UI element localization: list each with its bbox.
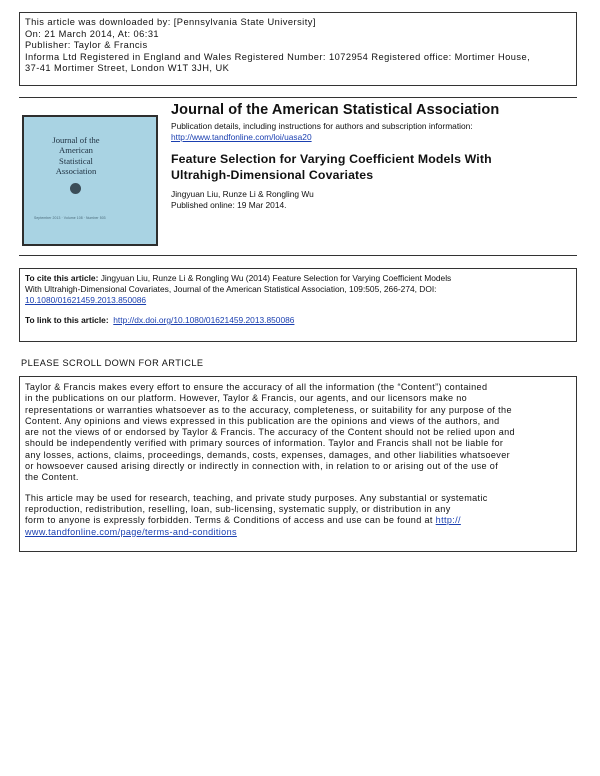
journal-seal-icon (70, 183, 81, 194)
journal-cover-title: Journal of the American Statistical Association (52, 135, 100, 177)
download-info-box (19, 12, 577, 86)
link-label: To link to this article: (25, 315, 109, 325)
link-line (25, 315, 571, 326)
journal-cover-footnote: September 2013 · Volume 108 · Number 503 (34, 216, 106, 220)
terms-text: form to anyone is expressly forbidden. Terms & Conditions of access and use can be found at (25, 515, 436, 526)
citation-line (25, 295, 571, 306)
citation-box (19, 268, 577, 342)
citation-line: With Ultrahigh-Dimensional Covariates, Journal of the American Statistical Association, 109:505, 266-274, DOI: (25, 284, 437, 294)
disclaimer-line (25, 515, 571, 526)
article-link[interactable]: http://dx.doi.org/10.1080/01621459.2013.850086 (113, 315, 295, 325)
disclaimer-line: any losses, actions, claims, proceedings, demands, costs, expenses, damages, and other liabilities whatsoever (25, 449, 510, 460)
doi-link[interactable]: 10.1080/01621459.2013.850086 (25, 295, 147, 305)
publication-details (171, 121, 473, 143)
disclaimer-line: are not the views of or endorsed by Taylor & Francis. The accuracy of the Content should not be relied upon and (25, 427, 515, 438)
download-info-line: Informa Ltd Registered in England and Wales Registered Number: 1072954 Registered office: Mortimer House, (25, 51, 531, 62)
terms-url-link-part1[interactable]: http:// (435, 515, 461, 526)
journal-url-link[interactable]: http://www.tandfonline.com/loi/uasa20 (171, 132, 312, 142)
publication-details-text: Publication details, including instructions for authors and subscription information: (171, 121, 473, 131)
disclaimer-line: should be independently verified with primary sources of information. Taylor and Francis shall not be liable for (25, 438, 504, 449)
disclaimer-line: This article may be used for research, teaching, and private study purposes. Any substantial or systematic (25, 492, 488, 503)
disclaimer-line: representations or warranties whatsoever as to the accuracy, completeness, or suitability for any purpose of the (25, 404, 512, 415)
disclaimer-line (25, 527, 571, 538)
middle-divider (19, 255, 577, 256)
scroll-notice: PLEASE SCROLL DOWN FOR ARTICLE (21, 358, 204, 368)
disclaimer-line: Content. Any opinions and views expressed in this publication are the opinions and views of the authors, and (25, 415, 500, 426)
disclaimer-line: Taylor & Francis makes every effort to ensure the accuracy of all the information (the “Content”) contained (25, 382, 488, 392)
article-title-line: Ultrahigh-Dimensional Covariates (171, 168, 374, 182)
article-authors-block (171, 189, 314, 211)
terms-url-link-part2[interactable]: www.tandfonline.com/page/terms-and-conditions (25, 526, 237, 537)
journal-cover-image (22, 115, 158, 246)
cite-text: Jingyuan Liu, Runze Li & Rongling Wu (2014) Feature Selection for Varying Coefficient Models (100, 273, 452, 283)
disclaimer-line: reproduction, redistribution, reselling, loan, sub-licensing, systematic supply, or distribution in any (25, 503, 451, 514)
download-info-line: 37-41 Mortimer Street, London W1T 3JH, UK (25, 63, 230, 74)
download-info-line: Publisher: Taylor & Francis (25, 40, 148, 51)
disclaimer-line: or howsoever caused arising directly or indirectly in connection with, in relation to or arising out of the use of (25, 461, 499, 472)
download-info-line: On: 21 March 2014, At: 06:31 (25, 28, 160, 39)
journal-cover-panel (24, 117, 156, 244)
journal-title: Journal of the American Statistical Association (171, 102, 500, 118)
disclaimer-line: in the publications on our platform. However, Taylor & Francis, our agents, and our licensors make no (25, 393, 468, 404)
published-date: Published online: 19 Mar 2014. (171, 200, 287, 210)
disclaimer-box (19, 376, 577, 552)
article-authors: Jingyuan Liu, Runze Li & Rongling Wu (171, 189, 314, 199)
cite-label: To cite this article: (25, 273, 99, 283)
disclaimer-line: the Content. (25, 472, 79, 483)
article-title-line: Feature Selection for Varying Coefficient Models With (171, 152, 492, 166)
citation-line (25, 273, 571, 284)
article-title (171, 151, 492, 183)
top-divider (19, 97, 577, 98)
download-info-line: This article was downloaded by: [Pennsylvania State University] (25, 17, 316, 27)
